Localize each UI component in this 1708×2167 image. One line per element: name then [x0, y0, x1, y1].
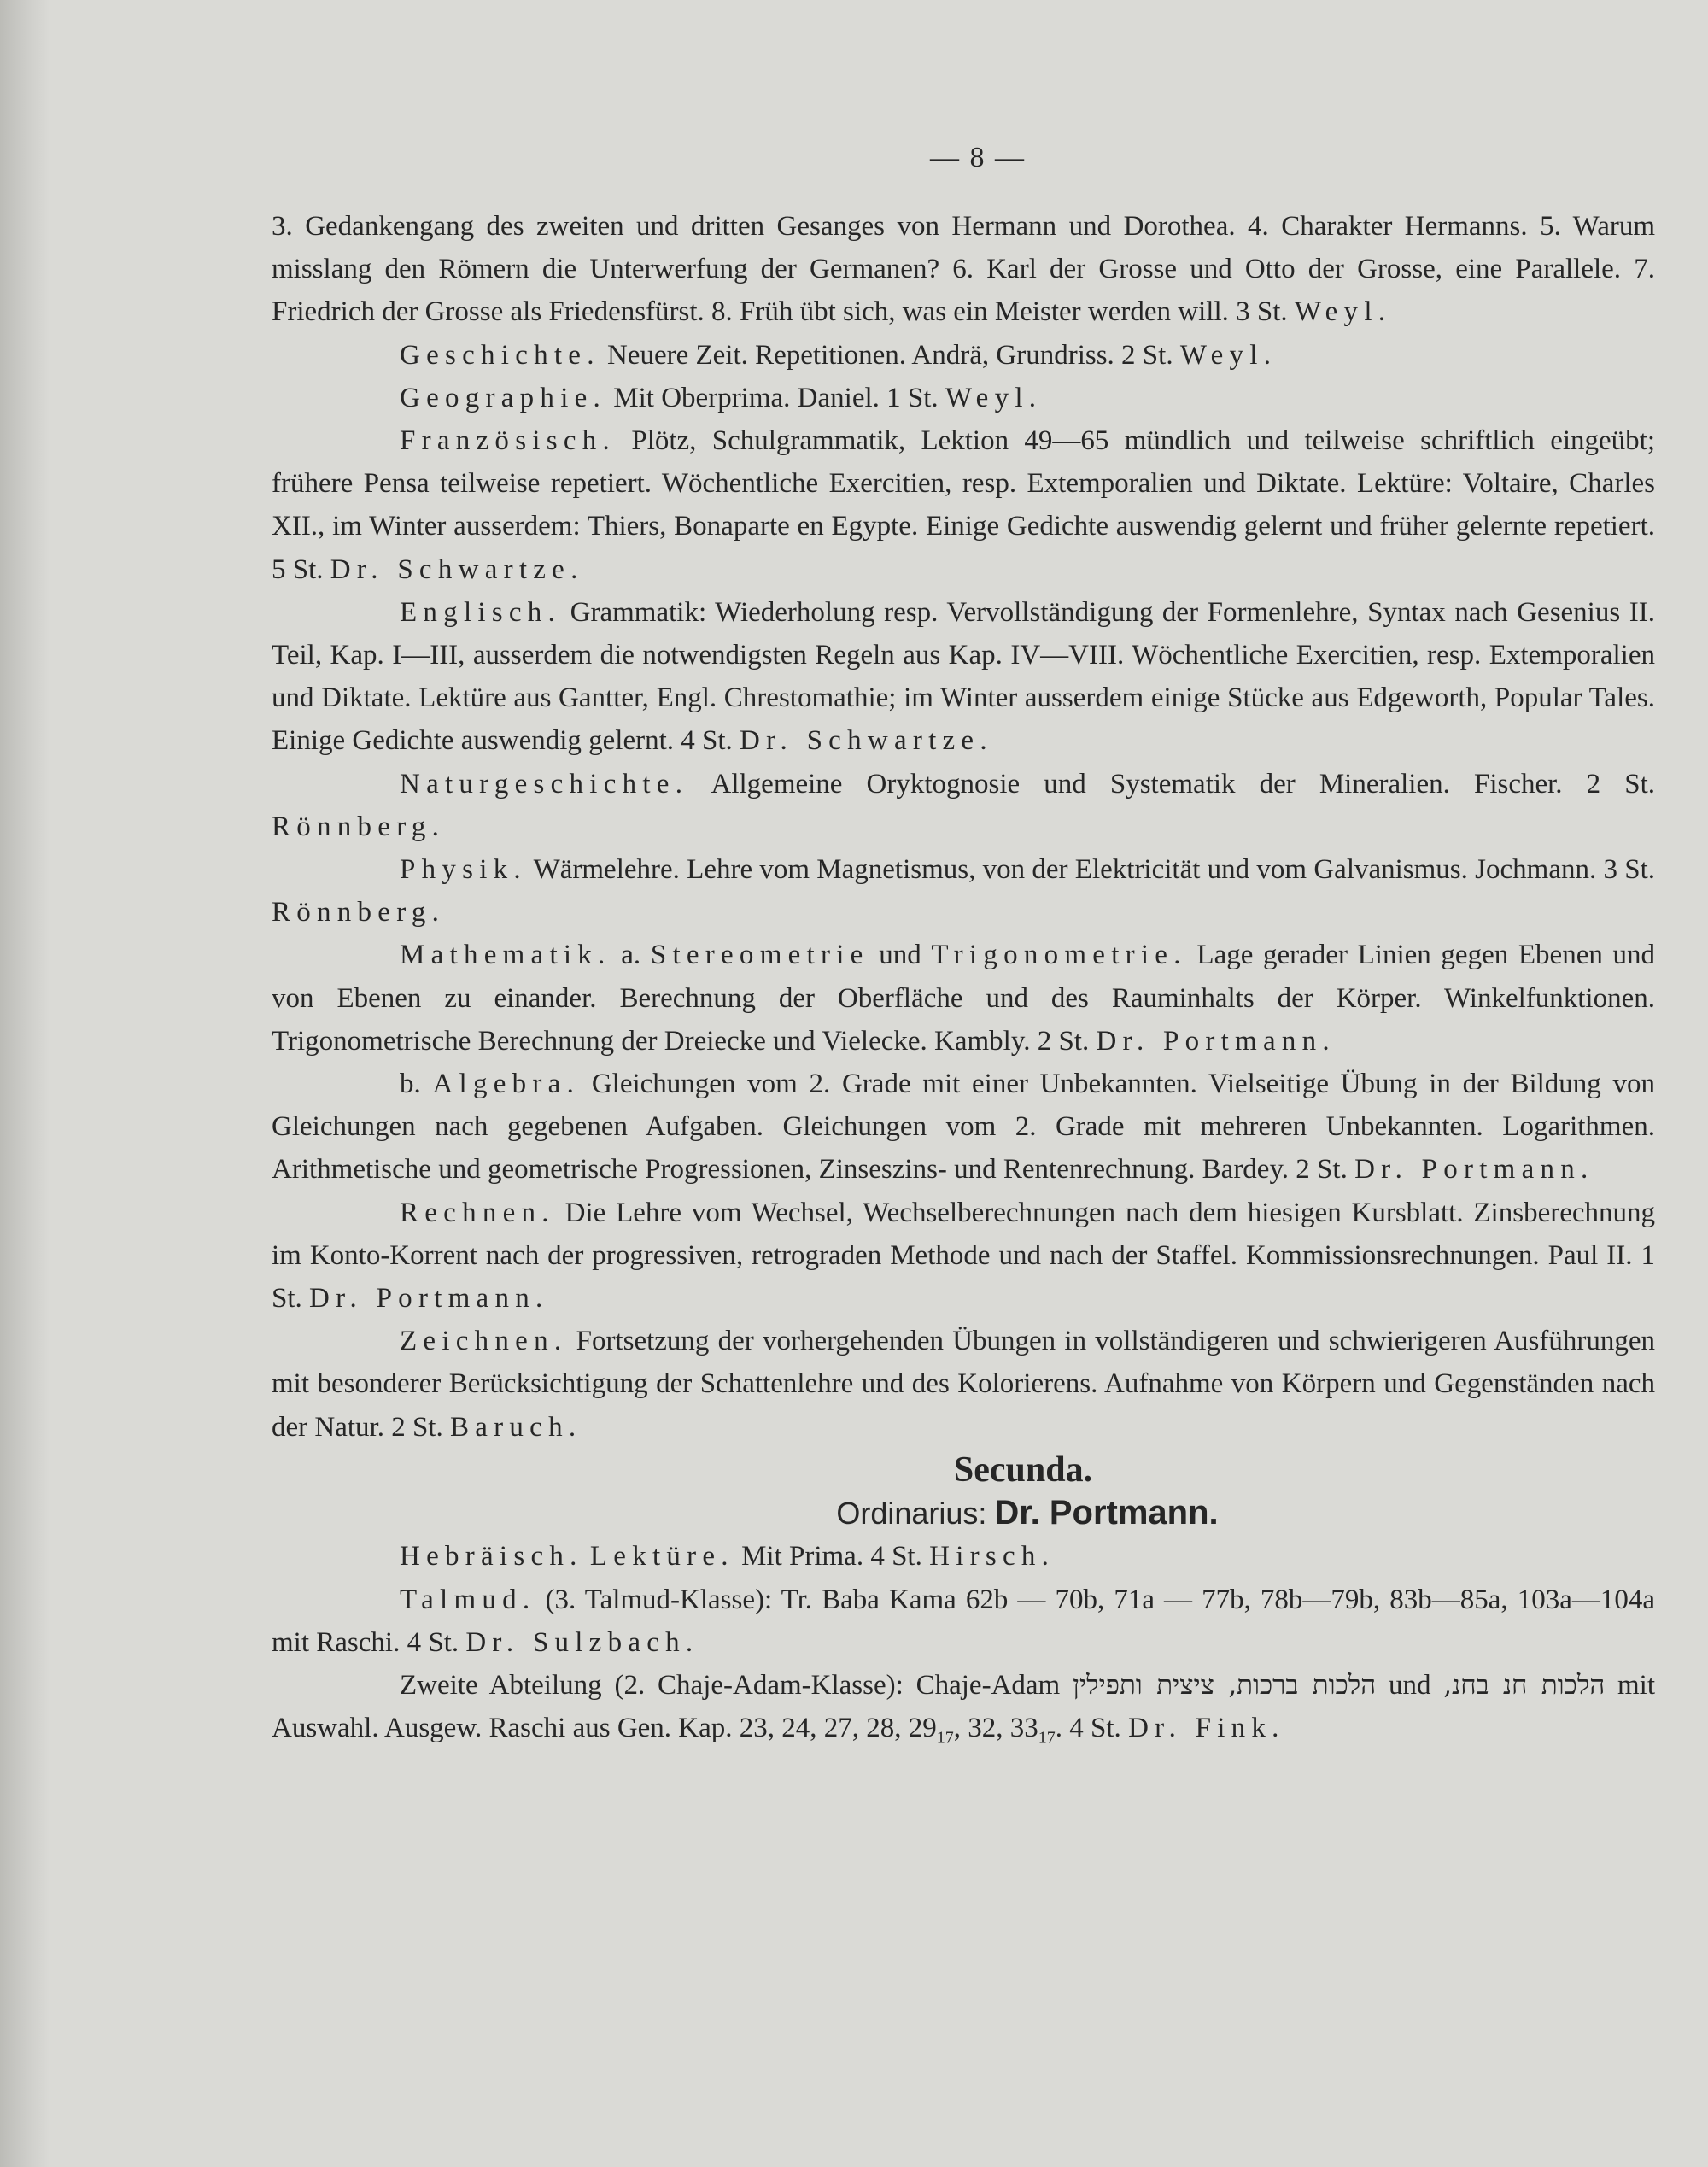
rechnen-paragraph: Rechnen. Die Lehre vom Wechsel, Wechselberechnungen nach dem hiesigen Kursblatt. Zinsberechnung im Konto-Korrent nach der progressiven, retrograden Methode und nach der Staffel. Kommissionsrechnungen. Paul II. 1 St. Dr. Portmann. [272, 1197, 1656, 1315]
teacher-name: Hirsch. [929, 1541, 1056, 1573]
subject-title: Geographie. [400, 382, 607, 413]
ordinarius-line [272, 1491, 1655, 1535]
page-number: — 8 — [930, 142, 1026, 173]
subject-title: Naturgeschichte. [400, 768, 689, 799]
subject-title: Zeichnen. [400, 1326, 568, 1357]
page-binding-shadow [0, 0, 50, 2167]
mathematik-b-paragraph: b. Algebra. Gleichungen vom 2. Grade mit einer Unbekannten. Vielseitige Übung in der Bildung von Gleichungen nach gegebenen Aufgaben. Gleichungen vom 2. Grade mit mehreren Unbekannten. Logarithmen. Arithmetische und geometrische Progressionen, Zinseszins- und Rentenrechnung. Bardey. 2 St. Dr. Portmann. [272, 1069, 1656, 1186]
geographie-paragraph: Geographie. Mit Oberprima. Daniel. 1 St. Weyl. [400, 382, 1043, 413]
subsection-title: Algebra. [432, 1069, 581, 1100]
section-heading: Secunda. [953, 1450, 1093, 1490]
mathematik-a-paragraph: Mathematik. a. Stereometrie und Trigonometrie. Lage gerader Linien gegen Ebenen und von Ebenen zu einander. Berechnung der Oberfläche und des Rauminhalts der Körper. Winkelfunktionen. Trigonometrische Berechnung der Dreiecke und Vielecke. Kambly. 2 St. Dr. Portmann. [272, 940, 1656, 1057]
teacher-name: Dr. Fink. [1128, 1713, 1285, 1744]
hebrew-text: הלכות חנ בחנ, [1443, 1669, 1606, 1701]
talmud-paragraph: Talmud. (3. Talmud-Klasse): Tr. Baba Kama 62b — 70b, 71a — 77b, 78b—79b, 83b—85a, 103a—104a mit Raschi. 4 St. Dr. Sulzbach. [272, 1584, 1655, 1658]
teacher-name: Weyl. [945, 382, 1043, 413]
subject-title: Geschichte. [400, 339, 600, 371]
teacher-name: Dr. Schwartze. [330, 553, 584, 585]
hebrew-text: הלכות ברכות, ציצית ותפילין [1073, 1669, 1377, 1701]
teacher-name: Dr. Sulzbach. [465, 1626, 699, 1658]
teacher-name: Rönnberg. [272, 811, 446, 842]
teacher-name: Weyl. [1294, 296, 1392, 328]
subject-title: Englisch. [400, 596, 562, 628]
subject-title: Talmud. [400, 1584, 536, 1615]
naturgeschichte-paragraph: Naturgeschichte. Allgemeine Oryktognosie und Systematik der Mineralien. Fischer. 2 St. Rönnberg. [272, 768, 1655, 842]
physik-paragraph: Physik. Wärmelehre. Lehre vom Magnetismus, von der Elektricität und vom Galvanismus. Jochmann. 3 St. Rönnberg. [272, 854, 1656, 928]
subject-title: Hebräisch. [400, 1541, 583, 1573]
teacher-name: Dr. Portmann. [1096, 1025, 1336, 1057]
page-body [272, 205, 1655, 1760]
geschichte-paragraph: Geschichte. Neuere Zeit. Repetitionen. Andrä, Grundriss. 2 St. Weyl. [400, 339, 1278, 371]
englisch-paragraph: Englisch. Grammatik: Wiederholung resp. Vervollständigung der Formenlehre, Syntax nach Gesenius II. Teil, Kap. I—III, ausserdem die notwendigsten Regeln aus Kap. IV—VIII. Wöchentliche Exercitien, resp. Extemporalien und Diktate. Lektüre aus Gantter, Engl. Chrestomathie; im Winter ausserdem einige Stücke aus Edgeworth, Popular Tales. Einige Gedichte auswendig gelernt. 4 St. Dr. Schwartze. [272, 596, 1656, 757]
subsection-title: Lektüre. [589, 1541, 734, 1573]
deutsch-continuation: 3. Gedankengang des zweiten und dritten Gesanges von Hermann und Dorothea. 4. Charakter Hermanns. 5. Warum misslang den Römern die Unterwerfung der Germanen? 6. Karl der Grosse und Otto der Grosse, eine Parallele. 7. Friedrich der Grosse als Friedensfürst. 8. Früh übt sich, was ein Meister werden will. 3 St. Weyl. [272, 211, 1655, 328]
subject-title: Mathematik. [400, 940, 611, 971]
subject-title: Rechnen. [400, 1197, 555, 1228]
zweite-abteilung-paragraph: Zweite Abteilung (2. Chaje-Adam-Klasse): Chaje-Adam הלכות ברכות, ציצית ותפילין und הלכות חנ בחנ, mit Auswahl. Ausgew. Raschi aus Gen. Kap. 23, 24, 27, 28, $29_{17}$, 32, $33_{17}$. 4 St. Dr. Fink. [272, 1669, 1656, 1748]
ordinarius-name: Dr. Portmann. [994, 1494, 1219, 1532]
subsection-title: Trigonometrie. [931, 940, 1187, 971]
subsection-title: Stereometrie [650, 940, 869, 971]
teacher-name: Dr. Schwartze. [740, 725, 993, 757]
teacher-name: Dr. Portmann. [309, 1283, 549, 1315]
teacher-name: Rönnberg. [272, 897, 446, 928]
ordinarius-label: Ordinarius: [836, 1496, 987, 1532]
teacher-name: Weyl. [1179, 339, 1278, 371]
teacher-name: Dr. Portmann. [1354, 1154, 1594, 1186]
hebraeisch-paragraph: Hebräisch. Lektüre. Mit Prima. 4 St. Hirsch. [400, 1541, 1056, 1573]
zeichnen-paragraph: Zeichnen. Fortsetzung der vorhergehenden Übungen in vollständigeren und schwierigeren Ausführungen mit besonderer Berücksichtigung der Schattenlehre und des Kolorierens. Aufnahme von Körpern und Gegenständen nach der Natur. 2 St. Baruch. [272, 1326, 1655, 1443]
subject-title: Physik. [400, 854, 527, 886]
franzoesisch-paragraph: Französisch. Plötz, Schulgrammatik, Lektion 49—65 mündlich und teilweise schriftlich eingeübt; frühere Pensa teilweise repetiert. Wöchentliche Exercitien, resp. Extemporalien und Diktate. Lektüre: Voltaire, Charles XII., im Winter ausserdem: Thiers, Bonaparte en Egypte. Einige Gedichte auswendig gelernt und früher gelernte repetiert. 5 St. Dr. Schwartze. [272, 425, 1656, 585]
teacher-name: Baruch. [449, 1411, 582, 1443]
subject-title: Französisch. [400, 425, 617, 457]
